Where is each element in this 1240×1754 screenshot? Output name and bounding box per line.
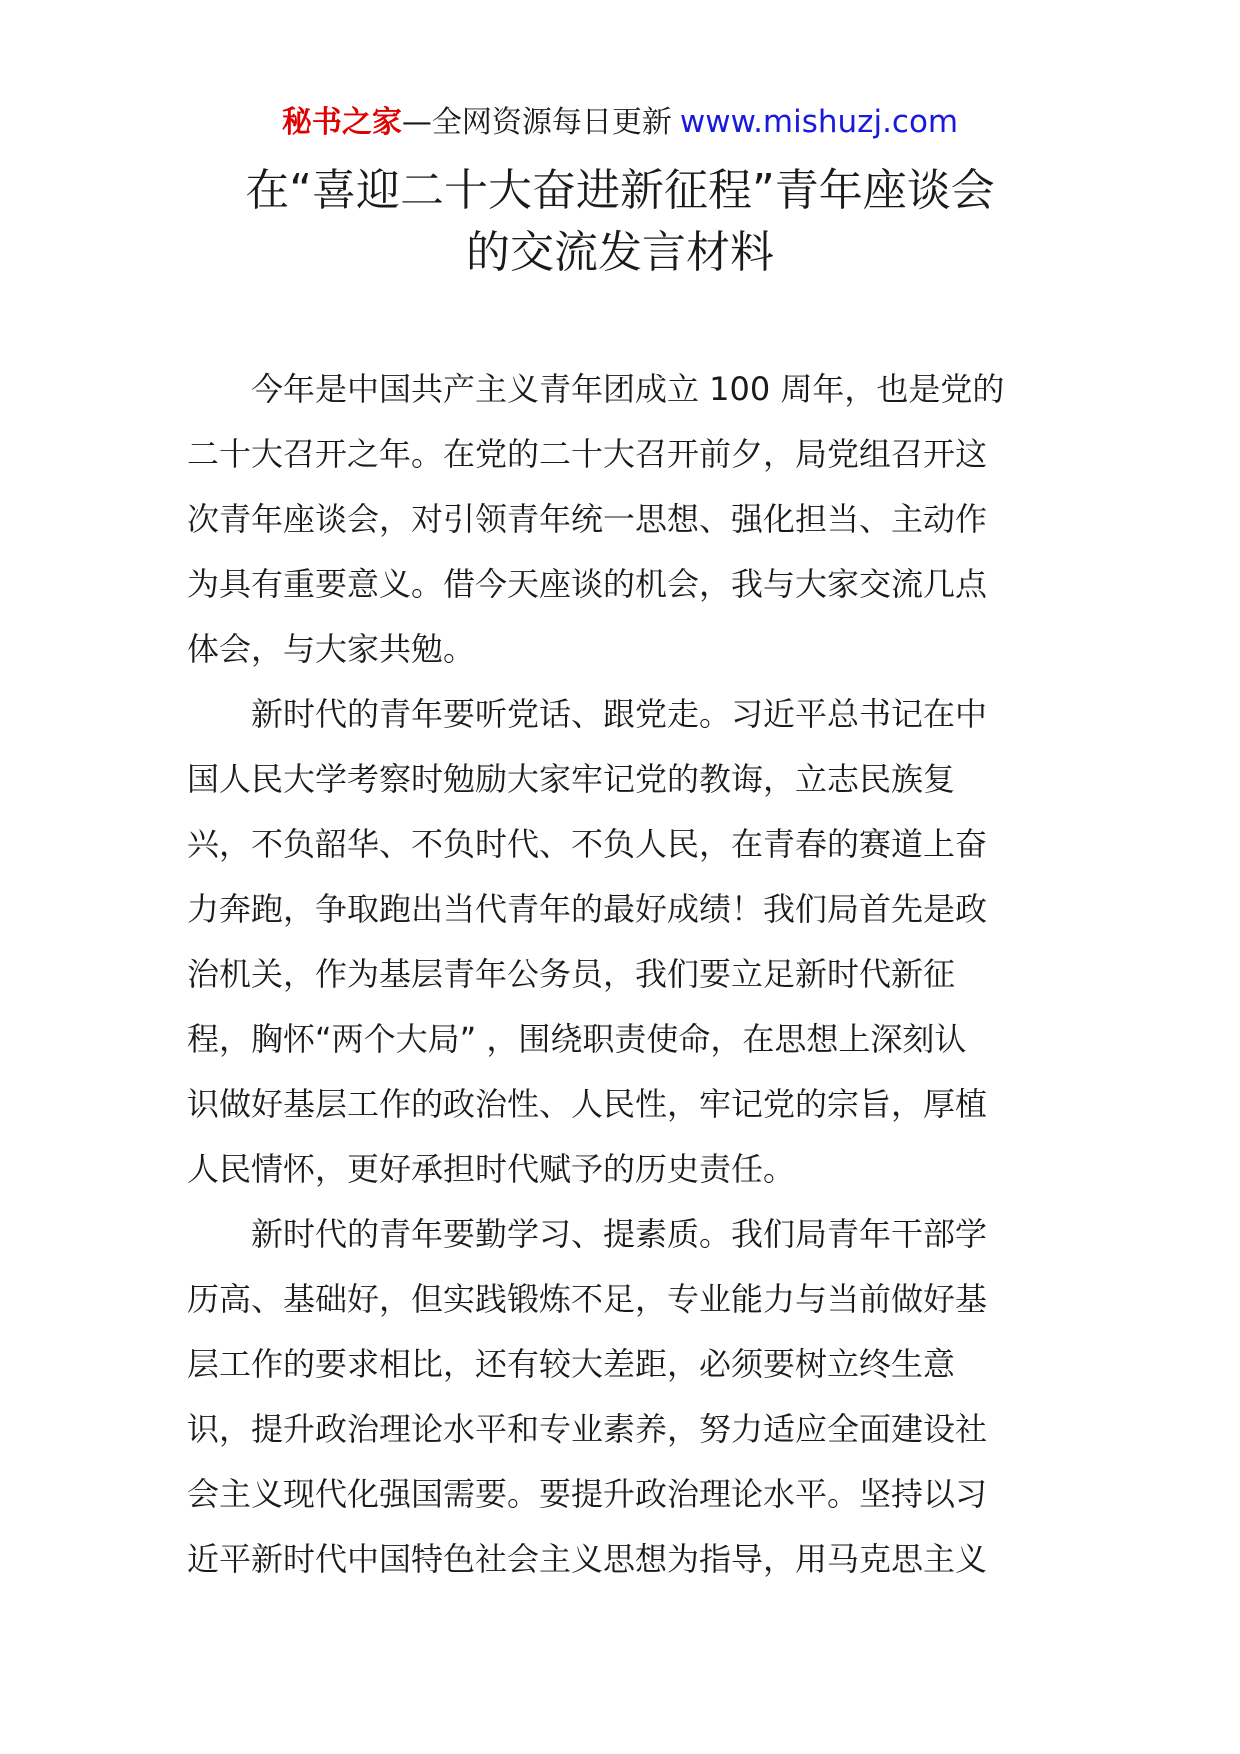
body-line: 人民情怀，更好承担时代赋予的历史责任。 xyxy=(187,1150,796,1188)
document-title-line-1: 在“喜迎二十大奋进新征程”青年座谈会 xyxy=(245,165,995,216)
site-name: 秘书之家 xyxy=(281,105,402,140)
body-line: 今年是中国共产主义青年团成立 100 周年，也是党的 xyxy=(187,370,1005,408)
site-header xyxy=(0,100,1240,145)
body-line: 体会，与大家共勉。 xyxy=(187,630,476,668)
site-url-link[interactable]: www.mishuzj.com xyxy=(679,104,959,140)
body-line: 历高、基础好，但实践锻炼不足，专业能力与当前做好基 xyxy=(187,1280,988,1318)
body-line: 二十大召开之年。在党的二十大召开前夕，局党组召开这 xyxy=(187,435,988,473)
body-line: 新时代的青年要勤学习、提素质。我们局青年干部学 xyxy=(187,1215,988,1253)
body-line: 识，提升政治理论水平和专业素养，努力适应全面建设社 xyxy=(187,1410,988,1448)
body-line: 近平新时代中国特色社会主义思想为指导，用马克思主义 xyxy=(187,1540,988,1578)
document-body xyxy=(187,357,1062,1592)
body-line: 程，胸怀“两个大局” ，围绕职责使命，在思想上深刻认 xyxy=(187,1020,967,1058)
body-line: 识做好基层工作的政治性、人民性，牢记党的宗旨，厚植 xyxy=(187,1085,988,1123)
body-line: 治机关，作为基层青年公务员，我们要立足新时代新征 xyxy=(187,955,956,993)
body-line: 层工作的要求相比，还有较大差距，必须要树立终生意 xyxy=(187,1345,956,1383)
body-line: 兴，不负韶华、不负时代、不负人民，在青春的赛道上奋 xyxy=(187,825,988,863)
body-line: 新时代的青年要听党话、跟党走。习近平总书记在中 xyxy=(187,695,988,733)
body-line: 次青年座谈会，对引领青年统一思想、强化担当、主动作 xyxy=(187,500,988,538)
body-line: 国人民大学考察时勉励大家牢记党的教诲，立志民族复 xyxy=(187,760,956,798)
document-title xyxy=(150,160,1090,284)
body-line: 为具有重要意义。借今天座谈的机会，我与大家交流几点 xyxy=(187,565,988,603)
site-slogan: —全网资源每日更新 xyxy=(401,105,672,140)
body-line: 力奔跑，争取跑出当代青年的最好成绩！我们局首先是政 xyxy=(187,890,988,928)
document-title-line-2: 的交流发言材料 xyxy=(466,227,774,278)
body-line: 会主义现代化强国需要。要提升政治理论水平。坚持以习 xyxy=(187,1475,988,1513)
